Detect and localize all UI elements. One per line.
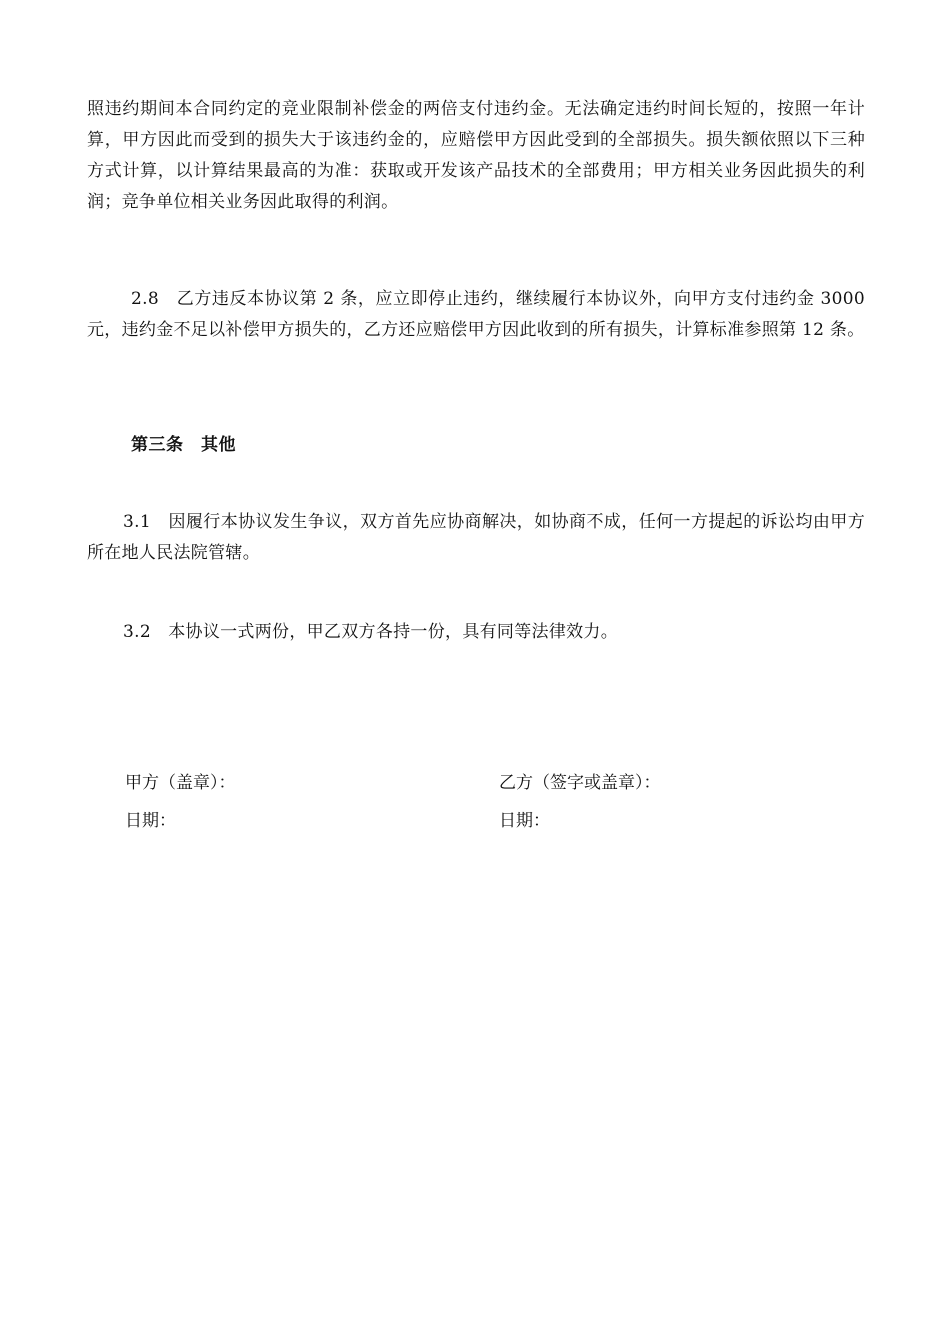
heading-article-3: 第三条 其他: [131, 435, 236, 455]
party-b-date-label: 日期：: [499, 811, 550, 831]
paragraph-compensation: 照违约期间本合同约定的竞业限制补偿金的两倍支付违约金。无法确定违约时间长短的，按照一年计算，甲方因此而受到的损失大于该违约金的，应赔偿甲方因此受到的全部损失。损失额依照以下三种方式计算，以计算结果最高的为准：获取或开发该产品技术的全部费用；甲方相关业务因此损失的利润；竞争单位相关业务因此取得的利润。: [87, 99, 865, 212]
signature-block-party-b: [499, 764, 661, 840]
paragraph-2-8: 2.8 乙方违反本协议第 2 条，应立即停止违约，继续履行本协议外，向甲方支付违约金 3000 元，违约金不足以补偿甲方损失的，乙方还应赔偿甲方因此收到的所有损失，计算标准参照第 12 条。: [87, 289, 865, 340]
party-a-date-label: 日期：: [125, 811, 176, 831]
paragraph-3-1: 3.1 因履行本协议发生争议，双方首先应协商解决，如协商不成，任何一方提起的诉讼均由甲方所在地人民法院管辖。: [87, 512, 865, 563]
paragraph-3-2: 3.2 本协议一式两份，甲乙双方各持一份，具有同等法律效力。: [123, 622, 619, 642]
party-b-signature-label: 乙方（签字或盖章）：: [499, 773, 661, 793]
party-a-seal-label: 甲方（盖章）：: [125, 773, 236, 793]
signature-block-party-a: [125, 764, 236, 840]
